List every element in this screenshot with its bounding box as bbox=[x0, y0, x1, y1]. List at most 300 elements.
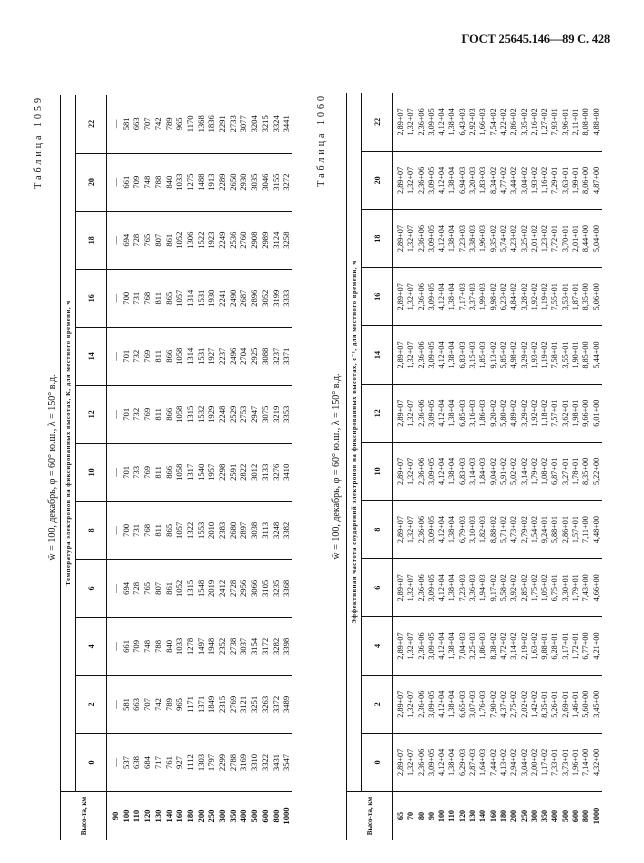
value-cell: 811 bbox=[153, 443, 164, 501]
value-cell: 2,86+02 bbox=[509, 108, 519, 136]
value-cell: 3,04+02 bbox=[520, 151, 530, 209]
value-cell: 865 bbox=[164, 501, 175, 559]
value-cell: 1,32+07 bbox=[406, 108, 416, 136]
column-group-header: Температура электронов на фиксированных высотах, К, для местного времени, ч bbox=[61, 95, 76, 792]
hour-header: 20 bbox=[76, 153, 107, 211]
value-cell: 2299 bbox=[217, 733, 228, 791]
value-cell: 1275 bbox=[185, 153, 196, 211]
value-cell: 1057 bbox=[174, 269, 185, 327]
table-1059-block bbox=[32, 95, 292, 840]
value-cell: 4,66+00 bbox=[592, 559, 602, 617]
value-cell: 2,02+02 bbox=[520, 675, 530, 733]
value-cell: 5,04+00 bbox=[592, 209, 602, 267]
value-cell: 3,09+05 bbox=[427, 675, 437, 733]
table-row bbox=[489, 93, 499, 840]
value-cell: 2591 bbox=[228, 443, 239, 501]
altitude-cell: 300 bbox=[530, 792, 540, 841]
value-cell: 1849 bbox=[206, 675, 217, 733]
header-row bbox=[347, 93, 362, 840]
value-cell: 1315 bbox=[185, 385, 196, 443]
value-cell: 1,32+07 bbox=[406, 500, 416, 558]
table-row bbox=[530, 93, 540, 840]
value-cell: 1,93+02 bbox=[530, 151, 540, 209]
value-cell: 2687 bbox=[238, 269, 249, 327]
altitude-cell: 180 bbox=[185, 792, 196, 841]
value-cell: 1836 bbox=[206, 115, 217, 133]
value-cell: 1058 bbox=[174, 443, 185, 501]
value-cell: 1,66+03 bbox=[478, 108, 488, 136]
value-cell: 694 bbox=[121, 559, 132, 617]
value-cell: — bbox=[107, 559, 121, 617]
value-cell: 3272 bbox=[281, 153, 292, 211]
value-cell: 1,93+02 bbox=[530, 326, 540, 384]
value-cell: 2,36+06 bbox=[417, 733, 427, 791]
altitude-cell: 80 bbox=[417, 792, 427, 841]
value-cell: 1913 bbox=[206, 153, 217, 211]
table-row bbox=[281, 95, 292, 840]
value-cell: 1,16+02 bbox=[540, 151, 550, 209]
altitude-header: Высо-та, км bbox=[347, 792, 393, 841]
value-cell: 861 bbox=[164, 559, 175, 617]
value-cell: 2,89+07 bbox=[393, 500, 407, 558]
value-cell: 3248 bbox=[271, 501, 282, 559]
value-cell: 2,89+07 bbox=[393, 326, 407, 384]
value-cell: 811 bbox=[153, 327, 164, 385]
value-cell: 638 bbox=[131, 733, 142, 791]
value-cell: 3,09+05 bbox=[427, 151, 437, 209]
value-cell: 2,36+06 bbox=[417, 617, 427, 675]
hour-header: 10 bbox=[76, 443, 107, 501]
table-row bbox=[468, 93, 478, 840]
table-row bbox=[520, 93, 530, 840]
value-cell: 2315 bbox=[217, 675, 228, 733]
value-cell: 1,32+07 bbox=[406, 384, 416, 442]
value-cell: 1170 bbox=[184, 115, 195, 133]
altitude-cell: 600 bbox=[260, 792, 271, 841]
value-cell: 1,38+04 bbox=[447, 559, 457, 617]
value-cell: 3235 bbox=[271, 559, 282, 617]
value-cell: — bbox=[107, 327, 121, 385]
value-cell: 2412 bbox=[217, 559, 228, 617]
value-cell: 2237 bbox=[217, 327, 228, 385]
value-cell: 789 bbox=[164, 675, 175, 733]
value-cell: 1,32+07 bbox=[406, 617, 416, 675]
hour-header: 16 bbox=[76, 269, 107, 327]
value-cell: 748 bbox=[142, 617, 153, 675]
value-cell: 765 bbox=[142, 559, 153, 617]
value-cell: 2753 bbox=[238, 385, 249, 443]
table-row bbox=[540, 93, 550, 840]
value-cell: 7,90+02 bbox=[489, 675, 499, 733]
value-cell: 9,66+00 bbox=[581, 384, 591, 442]
value-cell: 3037 bbox=[238, 617, 249, 675]
value-cell: 3,09+05 bbox=[427, 500, 437, 558]
value-cell: 1,38+04 bbox=[447, 442, 457, 500]
value-cell: 3431 bbox=[271, 733, 282, 791]
hour-header: 0 bbox=[76, 733, 107, 791]
value-cell: 1,38+04 bbox=[447, 209, 457, 267]
value-cell: 3,09+05 bbox=[427, 209, 437, 267]
value-cell: 2,89+07 bbox=[393, 559, 407, 617]
value-cell: 1,32+07 bbox=[406, 151, 416, 209]
altitude-cell: 90 bbox=[107, 792, 121, 841]
altitude-cell: 100 bbox=[121, 792, 132, 841]
value-cell: 788 bbox=[153, 153, 164, 211]
value-cell: 3,09+05 bbox=[427, 559, 437, 617]
altitude-cell: 1000 bbox=[592, 792, 602, 841]
value-cell: 1,38+04 bbox=[447, 500, 457, 558]
value-cell: 1797 bbox=[206, 733, 217, 791]
value-cell: 3,63+01 bbox=[561, 151, 571, 209]
value-cell: 5,02+02 bbox=[509, 442, 519, 500]
value-cell: 2947 bbox=[249, 385, 260, 443]
value-cell: 728 bbox=[131, 559, 142, 617]
value-cell: 4,32+00 bbox=[592, 733, 602, 791]
value-cell: 3199 bbox=[271, 269, 282, 327]
value-cell: 1488 bbox=[196, 153, 207, 211]
value-cell: 2490 bbox=[228, 269, 239, 327]
value-cell: 2738 bbox=[228, 617, 239, 675]
value-cell: 6,83+03 bbox=[458, 442, 468, 500]
table-row bbox=[509, 93, 519, 840]
value-cell: 2760 bbox=[238, 211, 249, 269]
value-cell: 4,89+02 bbox=[509, 384, 519, 442]
value-cell: 2,01+01 bbox=[571, 209, 581, 267]
value-cell: 731 bbox=[131, 269, 142, 327]
value-cell: 1112 bbox=[185, 733, 196, 791]
value-cell: 1,38+04 bbox=[447, 384, 457, 442]
value-cell: 2,89+07 bbox=[393, 384, 407, 442]
value-cell: 3,16+03 bbox=[468, 384, 478, 442]
value-cell: 1058 bbox=[174, 327, 185, 385]
value-cell: 1948 bbox=[206, 617, 217, 675]
table-row bbox=[196, 95, 207, 840]
value-cell: 9,24+01 bbox=[540, 500, 550, 558]
hour-header: 20 bbox=[362, 151, 393, 209]
value-cell: 4,12+04 bbox=[437, 500, 447, 558]
value-cell: 1,98+01 bbox=[571, 384, 581, 442]
value-cell: 1,32+07 bbox=[406, 559, 416, 617]
value-cell: 3,38+03 bbox=[468, 209, 478, 267]
value-cell: 3172 bbox=[260, 617, 271, 675]
value-cell: 1052 bbox=[174, 559, 185, 617]
value-cell: 6,43+03 bbox=[457, 108, 467, 136]
table-row bbox=[499, 93, 509, 840]
value-cell: 3169 bbox=[238, 733, 249, 791]
value-cell: 6,29+03 bbox=[458, 733, 468, 791]
value-cell: 1,79+01 bbox=[571, 559, 581, 617]
altitude-cell: 800 bbox=[271, 792, 282, 841]
value-cell: 8,35+00 bbox=[581, 442, 591, 500]
value-cell: 1,85+03 bbox=[478, 326, 488, 384]
value-cell: 3088 bbox=[260, 327, 271, 385]
value-cell: 807 bbox=[153, 559, 164, 617]
value-cell: 3,62+01 bbox=[561, 384, 571, 442]
table-row bbox=[447, 93, 457, 840]
table-row bbox=[217, 95, 228, 840]
value-cell: — bbox=[110, 119, 120, 129]
value-cell: 3204 bbox=[249, 115, 260, 133]
value-cell: 3113 bbox=[260, 501, 271, 559]
table-title: w̄ = 100, декабрь, φ = 60° ю.ш., λ = 150° в.д. bbox=[47, 374, 58, 561]
altitude-cell: 200 bbox=[196, 792, 207, 841]
value-cell: 2352 bbox=[217, 617, 228, 675]
altitude-cell: 160 bbox=[174, 792, 185, 841]
value-cell: 4,12+04 bbox=[437, 617, 447, 675]
value-cell: 2298 bbox=[217, 443, 228, 501]
table-row bbox=[550, 93, 560, 840]
value-cell: 1368 bbox=[195, 115, 206, 133]
value-cell: 1,38+04 bbox=[447, 733, 457, 791]
value-cell: 1531 bbox=[196, 269, 207, 327]
value-cell: 2680 bbox=[228, 501, 239, 559]
value-cell: 3276 bbox=[271, 443, 282, 501]
value-cell: 3,45+00 bbox=[592, 675, 602, 733]
value-cell: 5,44+00 bbox=[592, 326, 602, 384]
value-cell: 9,98+02 bbox=[489, 268, 499, 326]
value-cell: 742 bbox=[153, 675, 164, 733]
value-cell: 4,77+02 bbox=[499, 151, 509, 209]
altitude-cell: 500 bbox=[561, 792, 571, 841]
value-cell: 3,70+01 bbox=[561, 209, 571, 267]
value-cell: 1278 bbox=[185, 617, 196, 675]
table-row bbox=[142, 95, 153, 840]
value-cell: 581 bbox=[120, 117, 131, 131]
value-cell: 1,38+04 bbox=[447, 151, 457, 209]
value-cell: 1540 bbox=[196, 443, 207, 501]
value-cell: 3124 bbox=[271, 211, 282, 269]
altitude-cell: 200 bbox=[509, 792, 519, 841]
value-cell: 1,83+03 bbox=[478, 151, 488, 209]
value-cell: 4,12+04 bbox=[437, 108, 447, 136]
altitude-cell: 110 bbox=[447, 792, 457, 841]
value-cell: 811 bbox=[153, 501, 164, 559]
value-cell: — bbox=[107, 443, 121, 501]
value-cell: 1,42+02 bbox=[530, 675, 540, 733]
value-cell: 2,89+07 bbox=[393, 733, 407, 791]
value-cell: 3,25+03 bbox=[468, 617, 478, 675]
value-cell: 761 bbox=[164, 733, 175, 791]
altitude-cell: 140 bbox=[164, 792, 175, 841]
value-cell: 1,08+02 bbox=[540, 442, 550, 500]
value-cell: 866 bbox=[164, 385, 175, 443]
altitude-cell: 250 bbox=[520, 792, 530, 841]
value-cell: 2,36+06 bbox=[417, 675, 427, 733]
value-cell: 6,01+00 bbox=[592, 384, 602, 442]
value-cell: — bbox=[107, 617, 121, 675]
value-cell: 4,13+02 bbox=[499, 733, 509, 791]
value-cell: 2,94+02 bbox=[509, 733, 519, 791]
table-row bbox=[406, 93, 416, 840]
value-cell: 733 bbox=[131, 443, 142, 501]
value-cell: 5,26+01 bbox=[550, 675, 560, 733]
table-row bbox=[174, 95, 185, 840]
value-cell: 1,27+02 bbox=[540, 108, 550, 136]
table-title: w̄ = 100, декабрь, φ = 60° ю.ш., λ = 150° в.д. bbox=[331, 373, 342, 560]
value-cell: 709 bbox=[131, 617, 142, 675]
table-row bbox=[571, 93, 581, 840]
value-cell: 927 bbox=[174, 733, 185, 791]
value-cell: 2,89+07 bbox=[393, 617, 407, 675]
value-cell: 2,01+02 bbox=[530, 209, 540, 267]
value-cell: — bbox=[107, 501, 121, 559]
value-cell: 6,94+03 bbox=[458, 151, 468, 209]
value-cell: 3,04+02 bbox=[520, 733, 530, 791]
value-cell: 8,34+02 bbox=[489, 151, 499, 209]
altitude-cell: 65 bbox=[393, 792, 407, 841]
value-cell: 6,83+03 bbox=[458, 326, 468, 384]
value-cell: 2769 bbox=[228, 675, 239, 733]
value-cell: 2,89+07 bbox=[393, 151, 407, 209]
value-cell: 2897 bbox=[238, 501, 249, 559]
value-cell: — bbox=[107, 269, 121, 327]
value-cell: 2,36+06 bbox=[417, 500, 427, 558]
value-cell: 3075 bbox=[260, 385, 271, 443]
hour-header: 18 bbox=[362, 209, 393, 267]
value-cell: 663 bbox=[131, 117, 142, 131]
altitude-cell: 600 bbox=[571, 792, 581, 841]
value-cell: 3,09+05 bbox=[427, 268, 437, 326]
value-cell: 7,44+02 bbox=[489, 733, 499, 791]
value-cell: 2536 bbox=[228, 211, 239, 269]
value-cell: 707 bbox=[142, 117, 153, 131]
hour-header: 6 bbox=[362, 559, 393, 617]
value-cell: 3,29+02 bbox=[520, 384, 530, 442]
table-row bbox=[478, 93, 488, 840]
table-row bbox=[581, 93, 591, 840]
value-cell: 3,09+05 bbox=[426, 108, 436, 136]
value-cell: 1171 bbox=[185, 675, 196, 733]
value-cell: 2925 bbox=[249, 327, 260, 385]
value-cell: 1,96+01 bbox=[571, 733, 581, 791]
value-cell: 1532 bbox=[196, 385, 207, 443]
value-cell: 661 bbox=[121, 153, 132, 211]
value-cell: 1497 bbox=[196, 617, 207, 675]
value-cell: 1,86+03 bbox=[478, 617, 488, 675]
altitude-cell: 800 bbox=[581, 792, 591, 841]
value-cell: 709 bbox=[131, 153, 142, 211]
value-cell: 2,11+01 bbox=[571, 108, 581, 136]
value-cell: 3410 bbox=[281, 443, 292, 501]
value-cell: 1,32+07 bbox=[406, 675, 416, 733]
value-cell: 1052 bbox=[174, 211, 185, 269]
value-cell: 3,09+05 bbox=[427, 617, 437, 675]
value-cell: 3133 bbox=[260, 443, 271, 501]
value-cell: 3,96+01 bbox=[560, 108, 570, 136]
value-cell: 4,12+04 bbox=[437, 209, 447, 267]
hour-header-row bbox=[362, 93, 393, 840]
altitude-cell: 120 bbox=[458, 792, 468, 841]
value-cell: — bbox=[107, 153, 121, 211]
value-cell: 3,14+03 bbox=[468, 442, 478, 500]
value-cell: — bbox=[107, 675, 121, 733]
value-cell: 4,88+00 bbox=[591, 108, 601, 136]
value-cell: 3258 bbox=[281, 211, 292, 269]
value-cell: 1058 bbox=[174, 385, 185, 443]
value-cell: 3,29+02 bbox=[520, 326, 530, 384]
altitude-cell: 120 bbox=[142, 792, 153, 841]
value-cell: 6,85+03 bbox=[458, 384, 468, 442]
value-cell: 3,44+02 bbox=[509, 151, 519, 209]
value-cell: 2650 bbox=[228, 153, 239, 211]
value-cell: 2241 bbox=[217, 269, 228, 327]
table-row bbox=[121, 95, 132, 840]
value-cell: 2,75+02 bbox=[509, 675, 519, 733]
value-cell: 1317 bbox=[185, 443, 196, 501]
value-cell: 7,93+01 bbox=[550, 108, 560, 136]
altitude-cell: 130 bbox=[153, 792, 164, 841]
value-cell: 3,09+05 bbox=[427, 326, 437, 384]
column-group-header: Эффективная частота соударений электронов на фиксированных высотах, с⁻¹, для местного времени, ч bbox=[347, 93, 362, 792]
value-cell: 7,11+00 bbox=[581, 500, 591, 558]
value-cell: 2,89+07 bbox=[393, 675, 407, 733]
value-cell: 9,04+02 bbox=[489, 442, 499, 500]
altitude-cell: 130 bbox=[468, 792, 478, 841]
value-cell: 2,87+03 bbox=[468, 733, 478, 791]
value-cell: 5,06+00 bbox=[592, 268, 602, 326]
hour-header: 10 bbox=[362, 442, 393, 500]
value-cell: 1,19+02 bbox=[540, 326, 550, 384]
value-cell: 8,44+00 bbox=[581, 209, 591, 267]
value-cell: 6,77+00 bbox=[581, 617, 591, 675]
value-cell: 1322 bbox=[185, 501, 196, 559]
value-cell: 1,99+03 bbox=[478, 268, 488, 326]
table-row bbox=[458, 93, 468, 840]
value-cell: 3,28+02 bbox=[520, 268, 530, 326]
altitude-cell: 1000 bbox=[281, 792, 292, 841]
value-cell: 1,96+03 bbox=[478, 209, 488, 267]
value-cell: 3372 bbox=[271, 675, 282, 733]
value-cell: 6,87+01 bbox=[550, 442, 560, 500]
value-cell: 2,86+01 bbox=[561, 500, 571, 558]
value-cell: 769 bbox=[142, 385, 153, 443]
value-cell: 1,19+02 bbox=[540, 268, 550, 326]
value-cell: 1930 bbox=[206, 269, 217, 327]
value-cell: 3046 bbox=[260, 153, 271, 211]
value-cell: 3,73+01 bbox=[561, 733, 571, 791]
value-cell: 3547 bbox=[281, 733, 292, 791]
value-cell: 769 bbox=[142, 327, 153, 385]
value-cell: 866 bbox=[164, 443, 175, 501]
value-cell: 3398 bbox=[281, 617, 292, 675]
value-cell: 2249 bbox=[217, 211, 228, 269]
hour-header: 22 bbox=[362, 93, 393, 151]
table-row bbox=[206, 95, 217, 840]
value-cell: 3,10+03 bbox=[468, 500, 478, 558]
value-cell: 1,64+03 bbox=[478, 733, 488, 791]
value-cell: 3,53+01 bbox=[561, 268, 571, 326]
value-cell: 1,72+01 bbox=[571, 617, 581, 675]
value-cell: 7,29+01 bbox=[550, 151, 560, 209]
table-label: Таблица 1059 bbox=[33, 95, 44, 189]
value-cell: 8,06+00 bbox=[581, 151, 591, 209]
value-cell: 1314 bbox=[185, 327, 196, 385]
value-cell: 1033 bbox=[174, 617, 185, 675]
value-cell: 840 bbox=[164, 153, 175, 211]
value-cell: 663 bbox=[131, 675, 142, 733]
table-row bbox=[437, 93, 447, 840]
table-row bbox=[427, 93, 437, 840]
page-header-gost: ГОСТ 25645.146—89 С. 428 bbox=[461, 32, 610, 46]
value-cell: 2,89+07 bbox=[393, 268, 407, 326]
value-cell: 2,00+02 bbox=[530, 733, 540, 791]
value-cell: 8,88+02 bbox=[489, 500, 499, 558]
value-cell: 2,36+06 bbox=[417, 326, 427, 384]
value-cell: 1,90+01 bbox=[571, 326, 581, 384]
value-cell: 3282 bbox=[271, 617, 282, 675]
altitude-cell: 300 bbox=[217, 792, 228, 841]
value-cell: 537 bbox=[121, 733, 132, 791]
